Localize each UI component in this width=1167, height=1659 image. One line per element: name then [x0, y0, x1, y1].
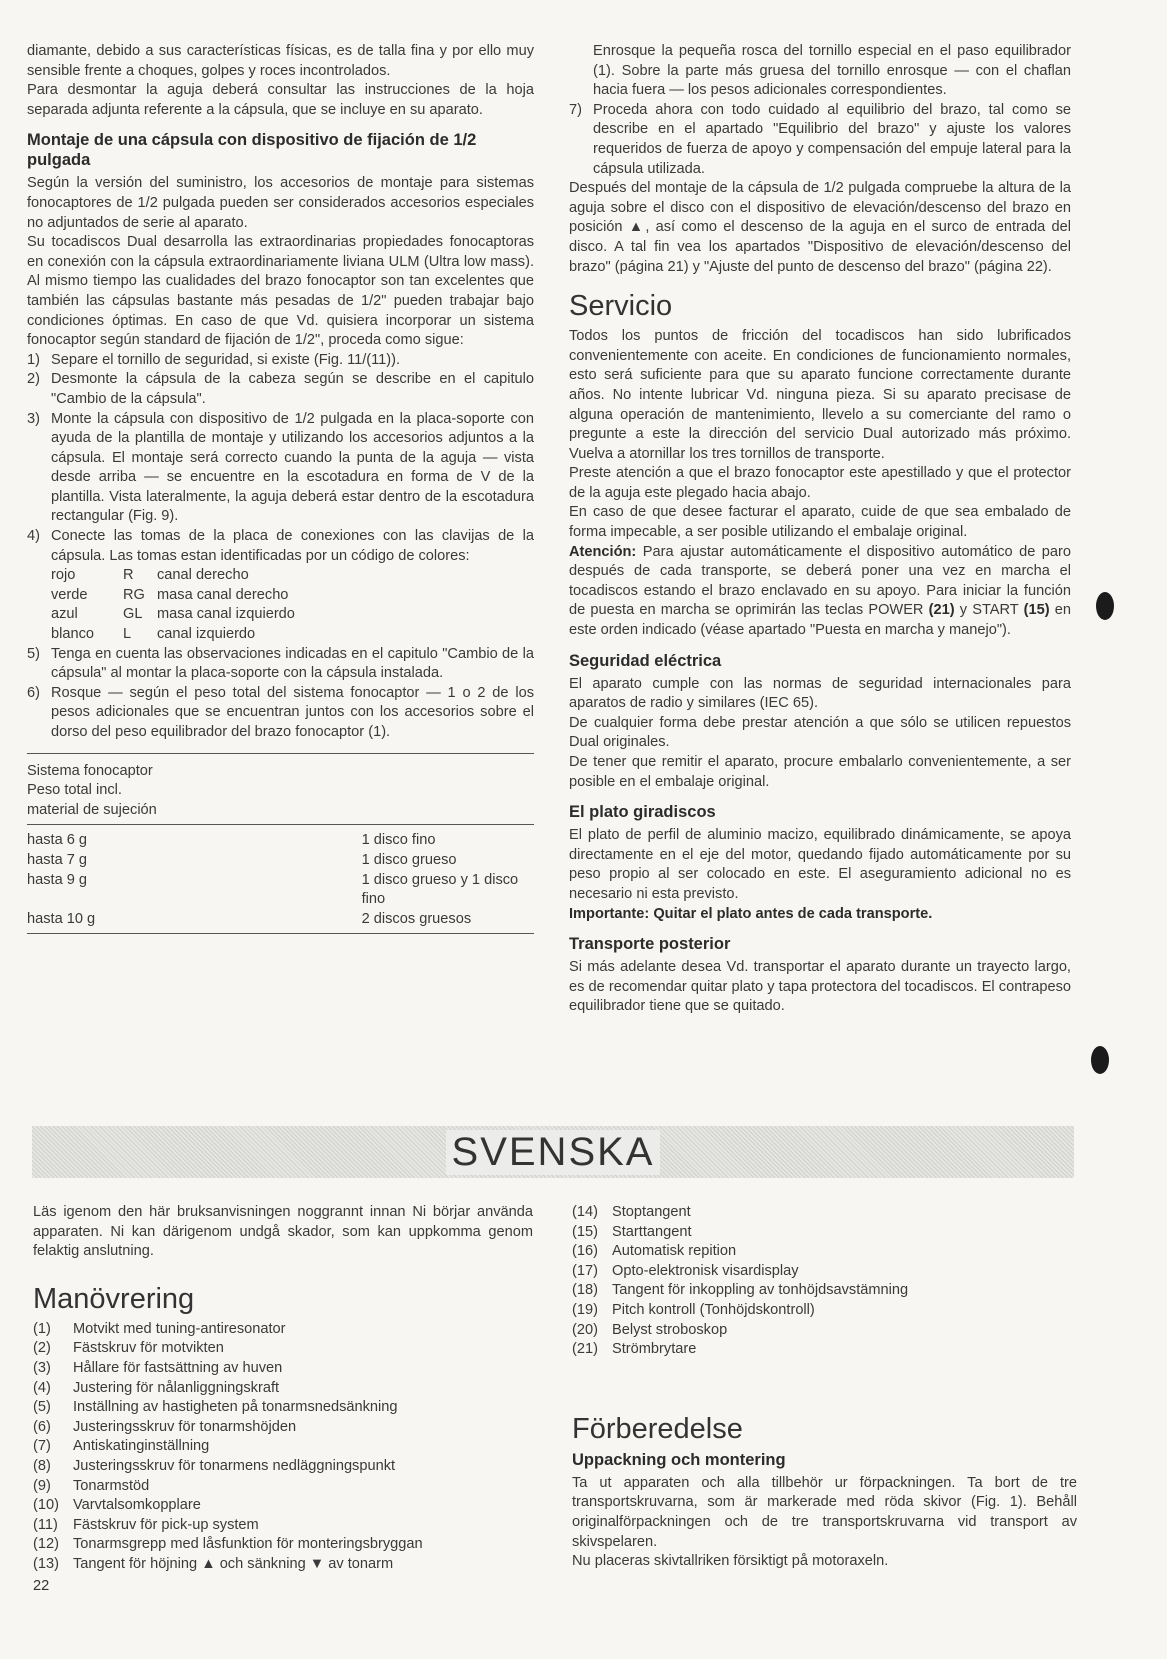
list-item: (5) Inställning av hastigheten på tonarmsnedsänkning [33, 1399, 398, 1416]
section-heading-servicio: Servicio [569, 290, 673, 323]
spanish-right-column [569, 42, 1071, 1017]
language-banner [32, 1126, 1074, 1178]
list-item: 5) Tenga en cuenta las observaciones indicadas en el capitulo "Cambio de la cápsula" al montar la placa-soporte con la cápsula instalada. [27, 645, 534, 682]
color-code-list [51, 566, 534, 644]
table-row: hasta 6 g 1 disco fino [27, 832, 436, 849]
body-paragraph: Si más adelante desea Vd. transportar el aparato durante un trayecto largo, es de recomendar quitar plato y tapa protectora del tocadiscos. El contrapeso equilibrador tiene que se quitado. [569, 959, 1071, 1015]
intro-paragraph: Para desmontar la aguja deberá consultar las instrucciones de la hoja separada adjunta referente a la cápsula, que se incluye en su aparato. [27, 82, 534, 118]
list-item: 3) Monte la cápsula con dispositivo de 1/2 pulgada en la placa-soporte con ayuda de la plantilla de montaje y utilizando los accesorios adjuntos a la cápsula. El montaje será correcto cuando la punta de la aguja — vista desde arriba — se encuentre en la escotadura en forma de V de la plantilla. Vista lateralmente, la aguja deberá estar dentro de la escotadura rectangular (Fig. 9). [27, 410, 534, 525]
list-item: (7) Antiskatinginställning [33, 1438, 210, 1455]
important-note: Importante: Quitar el plato antes de cada transporte. [569, 905, 933, 922]
body-paragraph: De cualquier forma debe prestar atención a que sólo se utilicen repuestos Dual originales. [569, 714, 1071, 751]
intro-paragraph: diamante, debido a sus características físicas, es de talla fina y por ello muy sensible frente a choques, golpes y roces incontrolados. [27, 43, 534, 79]
color-code-row: verde RG masa canal derecho [51, 586, 289, 603]
list-item: 6) Rosque — según el peso total del sistema fonocaptor — 1 o 2 de los pesos adicionales que se encuentran juntos con los accesorios sobre el dorso del peso equilibrador del brazo fonocaptor (1). [27, 684, 534, 740]
list-item: (14) Stoptangent [572, 1204, 691, 1220]
color-code-row: blanco L canal izquierdo [51, 626, 256, 643]
banner-title: SVENSKA [446, 1130, 661, 1175]
table-row: hasta 7 g 1 disco grueso [27, 851, 457, 868]
list-item: (20) Belyst stroboskop [572, 1321, 728, 1338]
body-paragraph: Atención: Para ajustar automáticamente el dispositivo automático de paro después de cada transporte, se deberá poner una vez en marcha el tocadiscos estando el brazo enclavado en su apoyo. Para iniciar la función de puesta en marcha se oprimirán las teclas POWER (21) y START (15) en este orden indicado (véase apartado "Puesta en marcha y manejo"). [569, 543, 1071, 639]
body-paragraph: Su tocadiscos Dual desarrolla las extraordinarias propiedades fonocaptoras en conexión con la cápsula extraordinariamente liviana ULM (Ultra low mass). Al mismo tiempo las cualidades del brazo fonocaptor son tan excelentes que también las cápsulas bastante más pesadas de 1/2" pueden trabajar bajo condiciones óptimas. En caso de que Vd. quisiera incorporar un sistema fonocaptor según standard de fijación de 1/2", proceda como sigue: [27, 234, 534, 349]
list-item: 4) Conecte las tomas de la placa de conexiones con las clavijas de la cápsula. Las tomas estan identificadas por un código de colores: [27, 528, 534, 564]
page-number: 22 [33, 1578, 50, 1594]
table-row: hasta 10 g 2 discos gruesos [27, 910, 534, 934]
margin-punch-mark [1096, 592, 1114, 620]
body-paragraph: Enrosque la pequeña rosca del tornillo especial en el paso equilibrador (1). Sobre la parte más gruesa del tornillo enrosque — con el chaflan hacia fuera — los pesos adicionales correspondientes. [593, 43, 1071, 99]
body-paragraph: De tener que remitir el aparato, procure embalarlo convenientemente, a ser posible en el embalaje original. [569, 754, 1071, 790]
steps-list [27, 351, 534, 567]
body-paragraph: Preste atención a que el brazo fonocaptor este apestillado y que el protector de la aguja este plegado hacia abajo. [569, 465, 1071, 501]
list-item: (2) Fästskruv för motvikten [33, 1340, 224, 1357]
list-item: (18) Tangent för inkoppling av tonhöjdsavstämning [572, 1282, 909, 1299]
list-item: (6) Justeringsskruv för tonarmshöjden [33, 1418, 297, 1435]
list-item: (11) Fästskruv för pick-up system [33, 1516, 259, 1533]
list-item: (12) Tonarmsgrepp med låsfunktion för monteringsbryggan [33, 1536, 423, 1553]
section-heading-seguridad: Seguridad eléctrica [569, 651, 722, 670]
section-heading-plato: El plato giradiscos [569, 803, 716, 822]
controls-list [33, 1320, 533, 1575]
body-paragraph: Según la versión del suministro, los accesorios de montaje para sistemas fonocaptores de 1/2 pulgada pueden ser considerados accesorios especiales no adjuntados de serie al aparato. [27, 175, 534, 231]
section-heading-transporte: Transporte posterior [569, 935, 731, 954]
list-item: (13) Tangent för höjning ▲ och sänkning ▼ av tonarm [33, 1555, 394, 1572]
list-item: 1) Separe el tornillo de seguridad, si existe (Fig. 11/(11)). [27, 351, 401, 368]
steps-list [27, 645, 534, 743]
list-item: 2) Desmonte la cápsula de la cabeza según se describe en el capitulo "Cambio de la cápsula". [27, 371, 534, 407]
section-heading-manovrering: Manövrering [33, 1282, 195, 1315]
section-heading-uppackning: Uppackning och montering [572, 1450, 786, 1469]
table-row: hasta 9 g 1 disco grueso y 1 disco fino [27, 871, 519, 908]
margin-punch-mark [1091, 1046, 1109, 1074]
body-paragraph: Nu placeras skivtallriken försiktigt på motoraxeln. [572, 1553, 889, 1570]
list-item: (16) Automatisk repition [572, 1243, 737, 1260]
list-item: (19) Pitch kontroll (Tonhöjdskontroll) [572, 1301, 815, 1318]
swedish-right-column [572, 1203, 1077, 1572]
table-header-row: Sistema fonocaptor Peso total incl. material de sujeción [27, 753, 534, 825]
controls-list [572, 1203, 1077, 1360]
body-paragraph: El aparato cumple con las normas de seguridad internacionales para aparatos de radio y similares (IEC 65). [569, 675, 1071, 712]
intro-paragraph: Läs igenom den här bruksanvisningen noggrannt innan Ni börjar använda apparaten. Ni kan därigenom undgå skador, som kan uppkomma genom felaktig anslutning. [33, 1204, 533, 1260]
color-code-row: azul GL masa canal izquierdo [51, 606, 295, 623]
section-heading-forberedelse: Förberedelse [572, 1412, 743, 1445]
body-paragraph: En caso de que desee facturar el aparato, cuide de que sea embalado de forma impecable, a ser posible utilizando el embalaje original. [569, 504, 1071, 541]
body-paragraph: Después del montaje de la cápsula de 1/2 pulgada compruebe la altura de la aguja sobre el disco con el dispositivo de elevación/descenso del brazo en posición ▲, así como el descenso de la aguja en el surco de entrada del disco. A tal fin vea los apartados "Dispositivo de elevación/descenso del brazo" (página 21) y "Ajuste del punto de descenso del brazo" (página 22). [569, 180, 1071, 275]
list-item: (15) Starttangent [572, 1223, 692, 1240]
list-item: (10) Varvtalsomkopplare [33, 1497, 201, 1514]
color-code-row: rojo R canal derecho [51, 567, 249, 584]
swedish-left-column [33, 1203, 533, 1575]
weight-table [27, 753, 534, 935]
list-item: (3) Hållare för fastsättning av huven [33, 1359, 283, 1376]
body-paragraph: El plato de perfil de aluminio macizo, equilibrado dinámicamente, se apoya directamente en el eje del motor, quedando fijado automáticamente por su peso propio al ser colocado en este. El aseguramiento adicional no es necesario ni esta previsto. [569, 827, 1071, 902]
body-paragraph: Ta ut apparaten och alla tillbehör ur förpackningen. Ta bort de tre transportskruvarna, som är markerade med röda skivor (Fig. 1). Behåll originalförpackningen och de tre transportskruvarna vid transport av skivspelaren. [572, 1474, 1077, 1550]
list-item: 7) Proceda ahora con todo cuidado al equilibrio del brazo, tal como se describe en el apartado "Equilibrio del brazo" y ajuste los valores requeridos de fuerza de apoyo y compensación del empuje lateral para la cápsula utilizada. [569, 101, 1071, 177]
list-item: (21) Strömbrytare [572, 1341, 697, 1358]
list-item: (9) Tonarmstöd [33, 1477, 150, 1494]
section-heading-montaje: Montaje de una cápsula con dispositivo de fijación de 1/2 pulgada [27, 131, 477, 170]
list-item: (4) Justering för nålanliggningskraft [33, 1379, 280, 1396]
list-item: (1) Motvikt med tuning-antiresonator [33, 1320, 286, 1337]
body-paragraph: Todos los puntos de fricción del tocadiscos han sido lubrificados convenientemente con aceite. En condiciones de funcionamiento normales, esto será suficiente para que su aparato funcione correctamente durante años. No intente lubricar Vd. ninguna pieza. Si su aparato precisase de alguna operación de mantenimiento, llevelo a su comerciante del ramo o pregunte a este la dirección del servicio Dual autorizado más próximo. Vuelva a atornillar los tres tornillos de transporte. [569, 328, 1071, 462]
list-item: (8) Justeringsskruv för tonarmens nedläggningspunkt [33, 1457, 396, 1474]
spanish-left-column [27, 42, 534, 934]
list-item: (17) Opto-elektronisk visardisplay [572, 1262, 799, 1279]
